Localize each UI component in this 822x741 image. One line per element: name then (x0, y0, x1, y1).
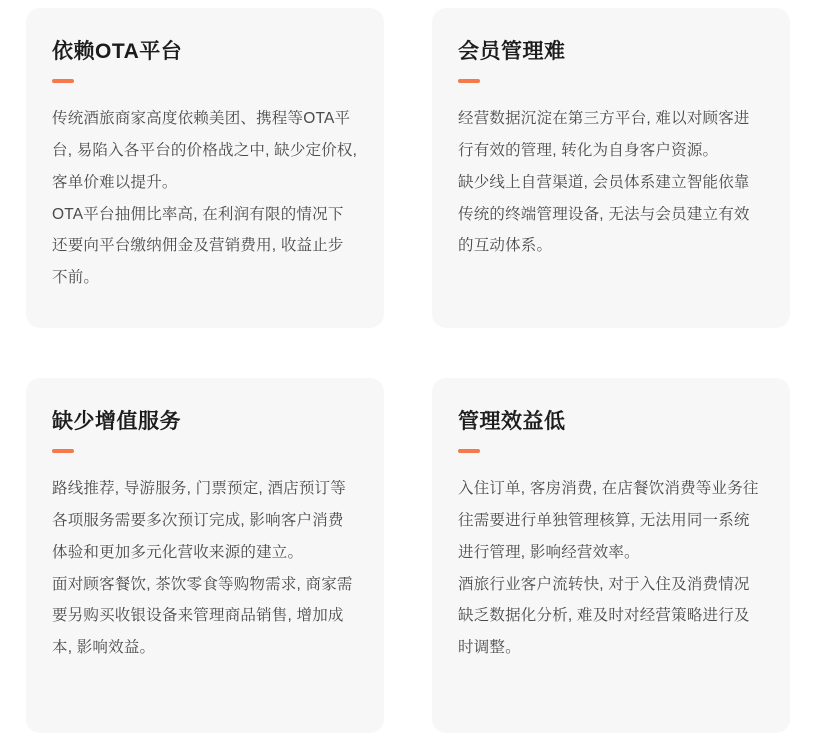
card-body (52, 473, 358, 664)
card-body (458, 103, 764, 262)
card-member-management (432, 8, 790, 328)
card-title: 依赖OTA平台 (52, 40, 183, 63)
card-value-added-services (26, 378, 384, 733)
card-body (52, 103, 358, 294)
card-management-efficiency (432, 378, 790, 733)
card-ota-dependency (26, 8, 384, 328)
card-paragraph: 传统酒旅商家高度依赖美团、携程等OTA平台, 易陷入各平台的价格战之中, 缺少定价权, 客单价难以提升。 (52, 110, 358, 191)
card-paragraph: 酒旅行业客户流转快, 对于入住及消费情况缺乏数据化分析, 难及时对经营策略进行及时调整。 (458, 575, 750, 657)
accent-divider (52, 449, 74, 453)
card-body (458, 473, 764, 664)
card-title: 缺少增值服务 (52, 410, 181, 433)
card-paragraph: 面对顾客餐饮, 茶饮零食等购物需求, 商家需要另购买收银设备来管理商品销售, 增加成本, 影响效益。 (52, 575, 353, 657)
card-paragraph: 入住订单, 客房消费, 在店餐饮消费等业务往往需要进行单独管理核算, 无法用同一系统进行管理, 影响经营效率。 (458, 480, 759, 561)
accent-divider (458, 79, 480, 83)
card-paragraph: 经营数据沉淀在第三方平台, 难以对顾客进行有效的管理, 转化为自身客户资源。 (458, 110, 750, 160)
card-paragraph: OTA平台抽佣比率高, 在利润有限的情况下还要向平台缴纳佣金及营销费用, 收益止步不前。 (52, 205, 344, 287)
card-paragraph: 缺少线上自营渠道, 会员体系建立智能依靠传统的终端管理设备, 无法与会员建立有效的互动体系。 (458, 173, 750, 255)
accent-divider (458, 449, 480, 453)
card-title: 管理效益低 (458, 410, 566, 433)
accent-divider (52, 79, 74, 83)
card-paragraph: 路线推荐, 导游服务, 门票预定, 酒店预订等各项服务需要多次预订完成, 影响客户消费体验和更加多元化营收来源的建立。 (52, 480, 346, 561)
card-title: 会员管理难 (458, 40, 566, 63)
